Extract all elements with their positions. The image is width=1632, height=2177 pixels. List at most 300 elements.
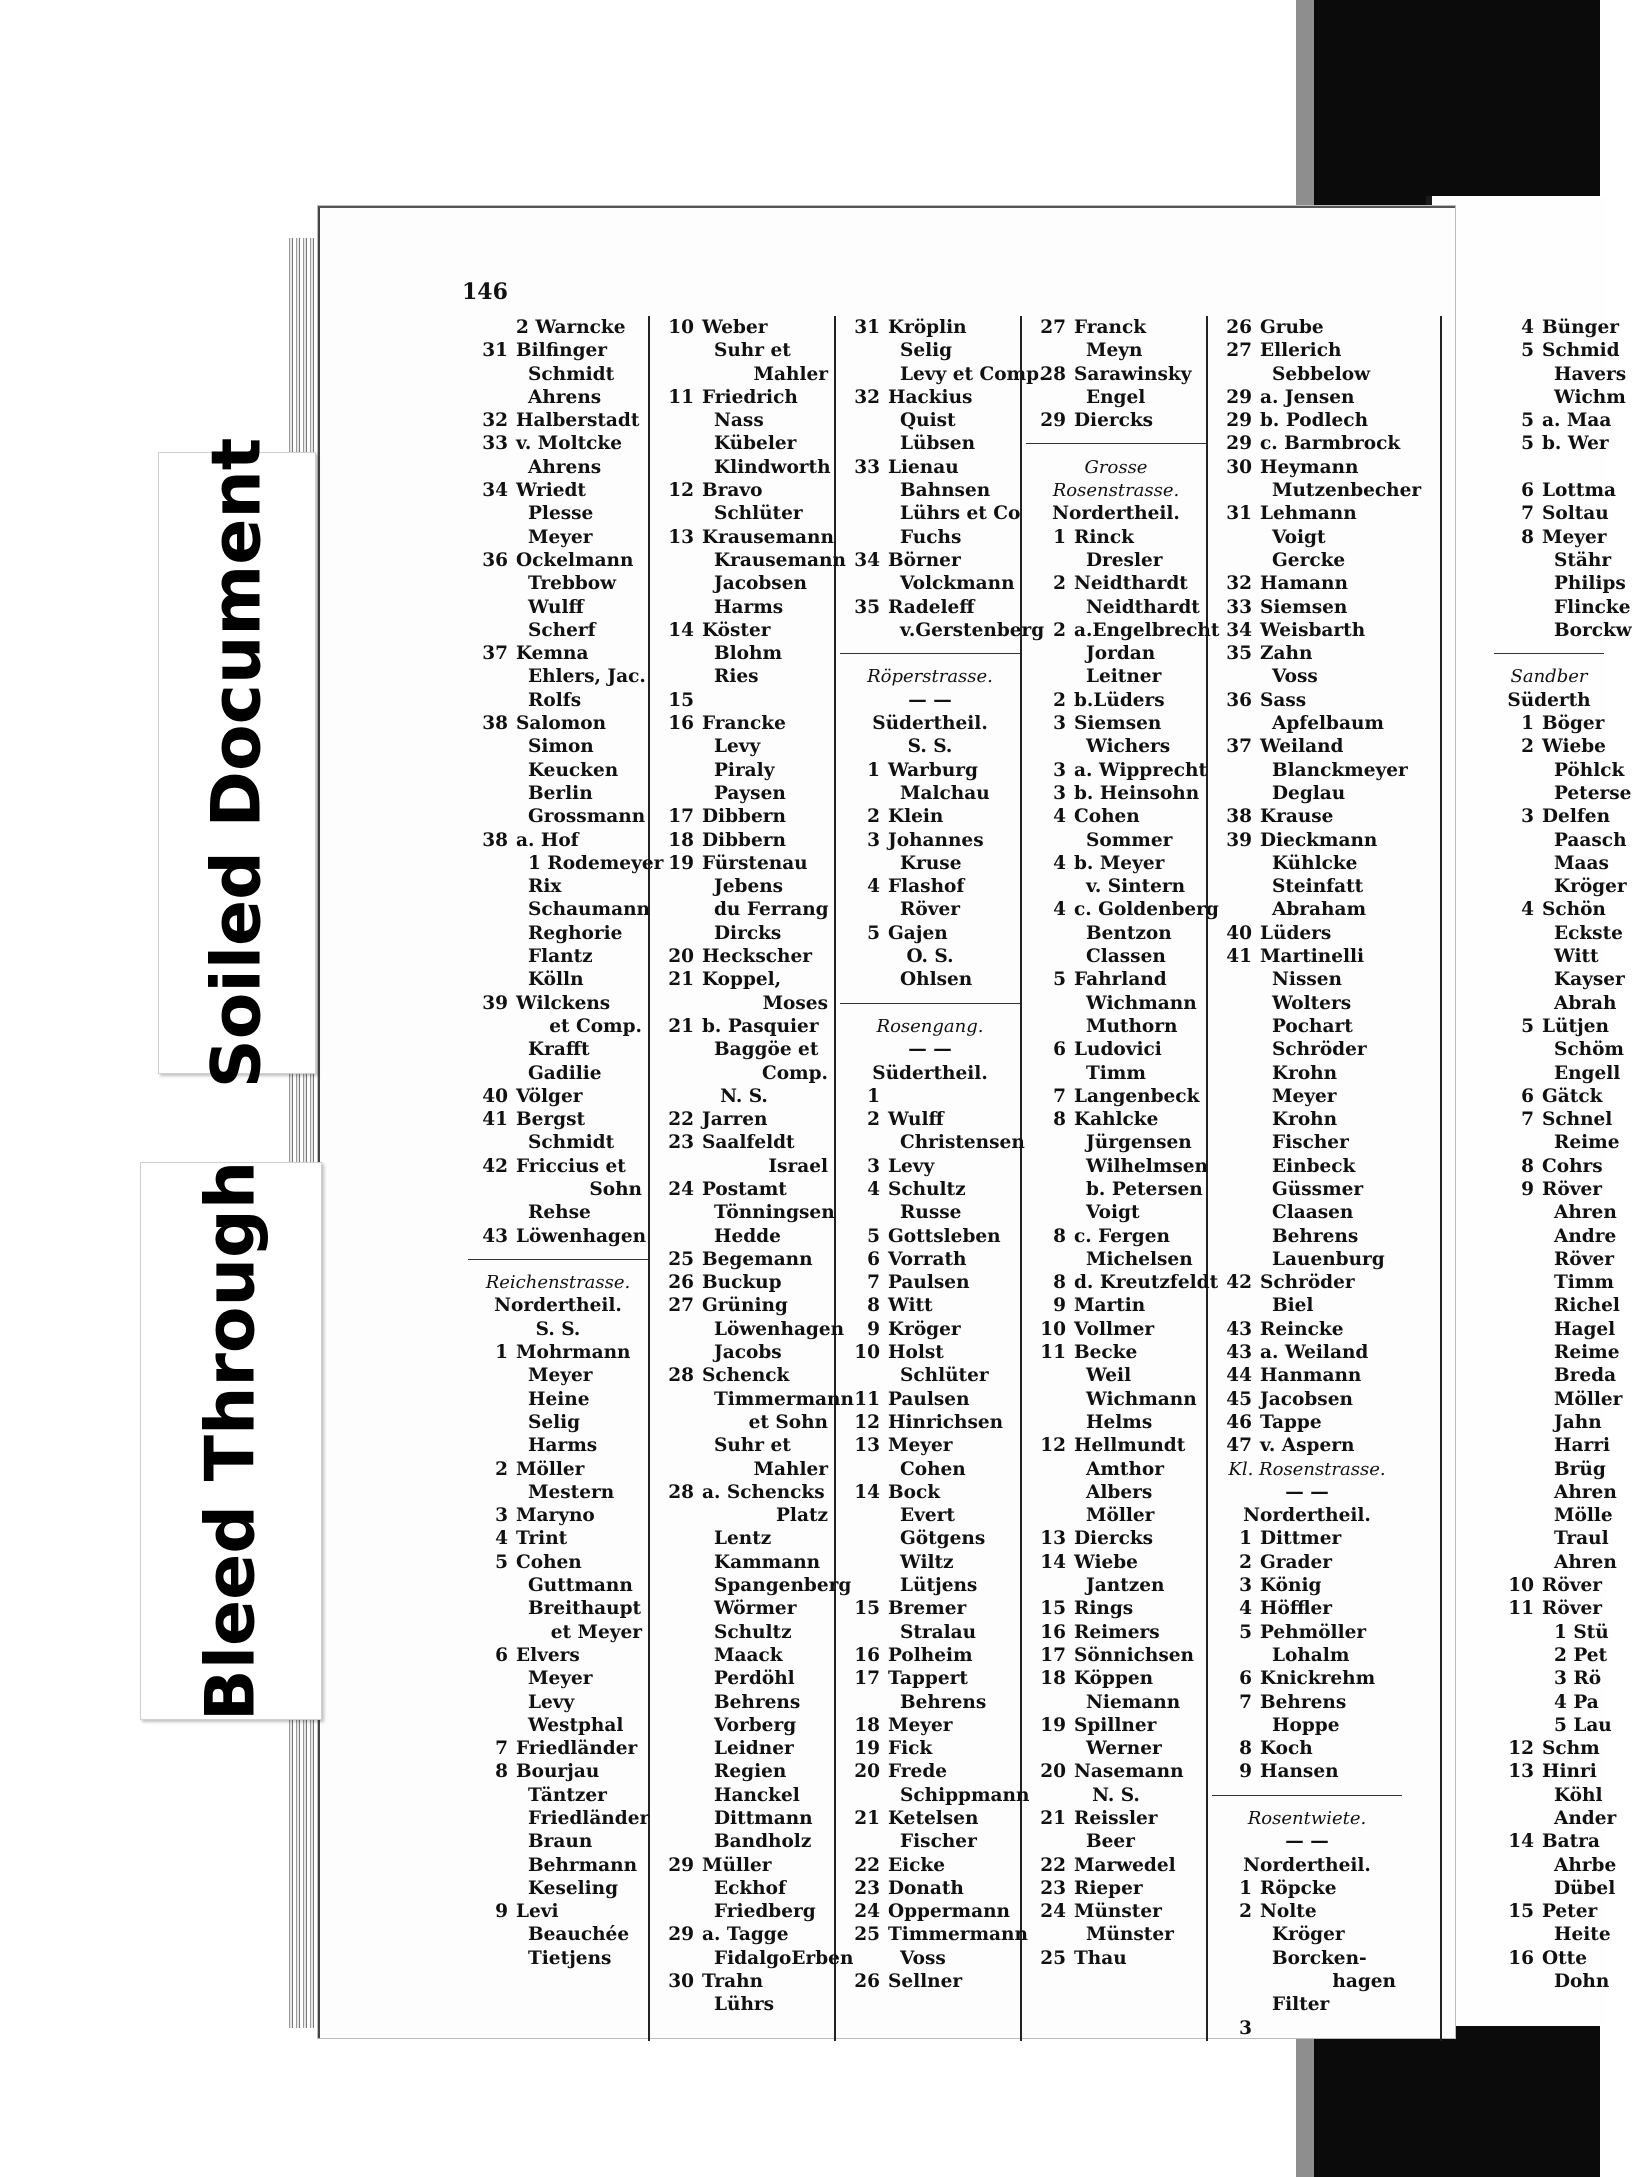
- house-number: 28: [668, 1481, 694, 1503]
- section-rule: [468, 1248, 648, 1271]
- resident-name: v. Sintern: [1086, 876, 1186, 898]
- house-number: 7: [1521, 1109, 1534, 1131]
- resident-name: Dohn: [1554, 1971, 1610, 1993]
- directory-entry: [840, 1644, 1020, 1667]
- resident-name: Harms: [714, 596, 784, 618]
- directory-entry: [1212, 386, 1402, 409]
- house-number: 33: [1226, 596, 1252, 618]
- section-label: S. S.: [907, 736, 953, 758]
- directory-entry: [468, 1947, 648, 1970]
- directory-entry: [1494, 1062, 1621, 1085]
- directory-entry: [840, 1830, 1020, 1853]
- directory-entry: [654, 1504, 834, 1527]
- directory-entry: [654, 922, 834, 945]
- directory-entry: [468, 479, 648, 502]
- directory-entry: [1494, 596, 1631, 619]
- house-number: 11: [1508, 1598, 1534, 1620]
- resident-name: Volckmann: [900, 573, 1015, 595]
- house-number: 24: [854, 1901, 880, 1923]
- resident-name: a. Jensen: [1260, 386, 1355, 408]
- house-number: 15: [1040, 1598, 1066, 1620]
- house-number: 17: [1040, 1644, 1066, 1666]
- directory-entry: [1212, 596, 1402, 619]
- directory-entry: [840, 805, 1020, 828]
- directory-entry: [468, 782, 648, 805]
- resident-name: Knickrehm: [1260, 1668, 1376, 1690]
- resident-name: Leidner: [714, 1738, 794, 1760]
- resident-name: Ockelmann: [516, 549, 634, 571]
- resident-name: Lauenburg: [1272, 1248, 1385, 1270]
- house-number: 40: [482, 1085, 508, 1107]
- directory-entry: [1494, 1341, 1620, 1364]
- section-rule: [1026, 432, 1206, 455]
- section-rule: [840, 992, 1020, 1015]
- street-name: Reichenstrasse.: [485, 1272, 631, 1294]
- house-number: 29: [1226, 410, 1252, 432]
- directory-entry: [840, 339, 1020, 362]
- house-number: 4: [1521, 317, 1534, 338]
- house-number: 21: [668, 969, 694, 991]
- resident-name: Bünger: [1542, 317, 1619, 338]
- resident-name: Dittmann: [714, 1808, 813, 1829]
- house-number: 2: [1053, 573, 1066, 595]
- house-number: 29: [668, 1854, 694, 1876]
- resident-name: Levy: [528, 1691, 575, 1713]
- directory-entry: [1494, 1038, 1624, 1061]
- directory-entry: [840, 1131, 1025, 1154]
- resident-name: Krohn: [1272, 1109, 1338, 1131]
- directory-entry: [654, 386, 834, 409]
- resident-name: Peterse: [1554, 782, 1632, 804]
- resident-name: Biel: [1272, 1295, 1314, 1317]
- house-number: 13: [1508, 1761, 1534, 1783]
- directory-entry: [1212, 1597, 1402, 1620]
- resident-name: Münster: [1086, 1924, 1174, 1946]
- directory-entry: [1026, 1597, 1206, 1620]
- directory-entry: [1494, 619, 1632, 642]
- directory-entry: [1026, 1364, 1206, 1387]
- resident-name: Philips: [1554, 573, 1626, 595]
- resident-name: Lienau: [888, 456, 959, 478]
- directory-entry: [1494, 526, 1607, 549]
- directory-entry: [654, 759, 834, 782]
- directory-entry: [468, 1854, 648, 1877]
- directory-entry: [654, 642, 834, 665]
- directory-entry: [840, 1318, 1020, 1341]
- resident-name: Wiebe: [1542, 736, 1606, 758]
- directory-entry: [468, 1341, 648, 1364]
- page-number: 146: [462, 279, 508, 305]
- resident-name: Cohen: [1074, 806, 1140, 828]
- directory-entry: [1026, 1947, 1206, 1970]
- house-number: 36: [482, 549, 508, 571]
- resident-name: Franck: [1074, 317, 1147, 338]
- directory-entry: [468, 1062, 648, 1085]
- directory-entry: [1212, 1737, 1402, 1760]
- house-number: 46: [1226, 1411, 1252, 1433]
- directory-entry: [840, 1504, 1020, 1527]
- directory-entry: [468, 922, 648, 945]
- directory-entry: [654, 1807, 834, 1830]
- resident-name: Möller: [1554, 1388, 1623, 1410]
- house-number: 35: [1226, 643, 1252, 665]
- directory-entry: [1494, 1621, 1609, 1644]
- directory-entry: [1212, 1691, 1402, 1714]
- directory-entry: [654, 712, 834, 735]
- resident-name: Diercks: [1074, 410, 1154, 432]
- directory-entry: [1026, 409, 1206, 432]
- bleed-through-text: Bleed Through: [191, 1160, 271, 1722]
- resident-name: Hackius: [888, 386, 973, 408]
- house-number: 25: [668, 1248, 694, 1270]
- house-number: 10: [1040, 1318, 1066, 1340]
- directory-entry: [1212, 549, 1402, 572]
- resident-name: Havers: [1554, 363, 1627, 385]
- house-number: 14: [1040, 1551, 1066, 1573]
- resident-name: Reime: [1554, 1342, 1620, 1364]
- house-number: 34: [1226, 619, 1252, 641]
- resident-name: Traul: [1554, 1528, 1609, 1550]
- resident-name: b.Lüders: [1074, 689, 1165, 711]
- resident-name: Möller: [516, 1458, 585, 1480]
- horizontal-rule: [1026, 443, 1206, 444]
- street-name: Rosentwiete.: [1247, 1808, 1367, 1829]
- resident-name: Röver: [1554, 1248, 1614, 1270]
- resident-name: Bentzon: [1086, 922, 1172, 944]
- house-number: 10: [668, 317, 694, 338]
- resident-name: Harms: [528, 1435, 598, 1457]
- directory-entry: [468, 1644, 648, 1667]
- resident-name: Ahren: [1554, 1481, 1617, 1503]
- directory-entry: [1212, 1015, 1402, 1038]
- directory-entry: [654, 572, 834, 595]
- directory-entry: [468, 316, 648, 339]
- directory-entry: [1026, 596, 1206, 619]
- house-number: 5: [1521, 1015, 1534, 1037]
- house-number: 2: [1053, 689, 1066, 711]
- directory-entry: [840, 1597, 1020, 1620]
- directory-entry: [1026, 1481, 1206, 1504]
- resident-name: Wolters: [1272, 992, 1352, 1014]
- directory-entry: [1026, 829, 1206, 852]
- directory-entry: [840, 619, 1045, 642]
- directory-entry: [1026, 1900, 1206, 1923]
- house-number: 29: [1226, 386, 1252, 408]
- resident-name: Ander: [1554, 1808, 1617, 1829]
- directory-column-3: [840, 316, 1046, 2041]
- directory-entry: [1212, 1318, 1402, 1341]
- directory-entry: [1212, 479, 1422, 502]
- section-rule: [1212, 1784, 1402, 1807]
- section-rule: [1494, 642, 1604, 665]
- section-label: Nordertheil.: [1243, 1505, 1371, 1527]
- directory-entry: [1026, 363, 1206, 386]
- directory-entry: [840, 409, 1020, 432]
- directory-entry: [840, 1784, 1030, 1807]
- resident-name: Voigt: [1086, 1202, 1140, 1224]
- directory-entry: [654, 1434, 834, 1457]
- resident-name: Suhr et: [714, 340, 791, 362]
- resident-name: Diercks: [1074, 1528, 1154, 1550]
- street-heading: [1212, 1807, 1402, 1830]
- resident-name: Lührs et Co: [900, 503, 1021, 525]
- directory-entry: [1212, 992, 1402, 1015]
- resident-name: Heine: [528, 1388, 590, 1410]
- section-label: Nordertheil.: [1052, 503, 1180, 525]
- directory-entry: [1494, 805, 1611, 828]
- house-number: 4: [867, 1178, 880, 1200]
- directory-entry: [654, 1830, 834, 1853]
- house-number: 5: [1239, 1621, 1252, 1643]
- house-number: 6: [1053, 1039, 1066, 1061]
- directory-entry: [840, 1714, 1020, 1737]
- resident-name: Hoppe: [1272, 1714, 1340, 1736]
- resident-name: Engel: [1086, 386, 1146, 408]
- house-number: 1: [1239, 1528, 1252, 1550]
- directory-entry: [1494, 1947, 1604, 1970]
- directory-entry: [1026, 386, 1206, 409]
- house-number: 20: [854, 1761, 880, 1783]
- house-number: 8: [1521, 526, 1534, 548]
- resident-name: Plesse: [528, 503, 594, 525]
- house-number: 31: [482, 340, 508, 362]
- directory-entry: [840, 782, 1020, 805]
- resident-name: Köhl: [1554, 1784, 1603, 1806]
- directory-entry: [840, 1155, 1020, 1178]
- resident-name: du Ferrang: [714, 899, 829, 921]
- resident-name: Cohen: [900, 1458, 966, 1480]
- directory-entry: [468, 829, 648, 852]
- house-number: 41: [1226, 946, 1252, 968]
- directory-entry: [1026, 1225, 1206, 1248]
- directory-entry: [468, 549, 648, 572]
- directory-entry: [468, 432, 648, 455]
- resident-name: Grossmann: [528, 806, 646, 828]
- resident-name: Frede: [888, 1761, 948, 1783]
- house-number: 4: [495, 1528, 508, 1550]
- street-name: Sandber: [1510, 666, 1588, 688]
- resident-name: Wilckens: [516, 992, 611, 1014]
- section-label: O. S.: [906, 946, 954, 968]
- directory-entry: [654, 1364, 834, 1387]
- resident-name: v. Moltcke: [516, 433, 623, 455]
- house-number: 5: [495, 1551, 508, 1573]
- directory-entry: [840, 432, 1020, 455]
- street-name: Rosenstrasse.: [1052, 480, 1180, 502]
- directory-entry: [654, 1574, 852, 1597]
- resident-name: Schröder: [1260, 1272, 1355, 1294]
- resident-name: 4 Pa: [1554, 1691, 1599, 1713]
- house-number: 11: [854, 1388, 880, 1410]
- resident-name: Borckw: [1554, 619, 1632, 641]
- resident-name: Maas: [1554, 852, 1609, 874]
- directory-entry: [840, 1178, 1020, 1201]
- resident-name: Blanckmeyer: [1272, 759, 1408, 781]
- street-heading: [840, 665, 1020, 688]
- house-number: 40: [1226, 922, 1252, 944]
- directory-entry: [1212, 526, 1402, 549]
- resident-name: Güssmer: [1272, 1178, 1364, 1200]
- resident-name: b. Meyer: [1074, 852, 1165, 874]
- resident-name: Koppel,: [702, 969, 782, 991]
- resident-name: Ludovici: [1074, 1039, 1162, 1061]
- directory-entry: [654, 549, 846, 572]
- house-number: 7: [867, 1272, 880, 1294]
- resident-name: Engell: [1554, 1062, 1621, 1084]
- directory-entry: [1494, 1760, 1604, 1783]
- resident-name: Grader: [1260, 1551, 1332, 1573]
- directory-entry: [654, 432, 834, 455]
- resident-name: Kahlcke: [1074, 1109, 1159, 1131]
- directory-entry: [840, 1760, 1020, 1783]
- directory-entry: [1494, 432, 1609, 455]
- directory-entry: [654, 1644, 834, 1667]
- directory-entry: [1026, 1458, 1206, 1481]
- house-number: 4: [1239, 1598, 1252, 1620]
- resident-name: Köppen: [1074, 1668, 1154, 1690]
- directory-entry: [1494, 1574, 1604, 1597]
- resident-name: Röver: [1542, 1575, 1602, 1597]
- directory-entry: [840, 1225, 1020, 1248]
- facing-page-column: [1494, 316, 1632, 2041]
- resident-name: Vollmer: [1074, 1318, 1155, 1340]
- directory-entry: [840, 1947, 1020, 1970]
- directory-entry: [840, 479, 1020, 502]
- house-number: 25: [1040, 1947, 1066, 1969]
- house-number: 9: [867, 1318, 880, 1340]
- resident-name: Bilfinger: [516, 340, 608, 362]
- directory-entry: [468, 1597, 648, 1620]
- resident-name: Helms: [1086, 1411, 1153, 1433]
- directory-entry: [1212, 1900, 1402, 1923]
- resident-name: Albers: [1086, 1481, 1153, 1503]
- house-number: 26: [668, 1272, 694, 1294]
- resident-name: Lütjen: [1542, 1015, 1609, 1037]
- directory-entry: [1212, 1877, 1402, 1900]
- resident-name: Meyer: [528, 1668, 593, 1690]
- resident-name: Andre: [1554, 1225, 1617, 1247]
- directory-entry: [1212, 1644, 1402, 1667]
- street-name: Kl. Rosenstrasse.: [1228, 1458, 1386, 1480]
- horizontal-rule: [468, 1259, 648, 1260]
- resident-name: Wulff: [888, 1109, 944, 1131]
- resident-name: Bandholz: [714, 1831, 812, 1853]
- house-number: 38: [482, 713, 508, 735]
- directory-entry: [468, 1458, 648, 1481]
- directory-entry: [654, 339, 834, 362]
- directory-entry: [468, 1085, 648, 1108]
- resident-name: Ellerich: [1260, 340, 1342, 362]
- directory-entry: [468, 1807, 648, 1830]
- directory-entry: [468, 1621, 648, 1644]
- resident-name: Reghorie: [528, 922, 623, 944]
- resident-name: Fuchs: [900, 526, 962, 548]
- directory-entry: [468, 1923, 648, 1946]
- resident-name: Radeleff: [888, 596, 975, 618]
- directory-entry: [1494, 549, 1612, 572]
- house-number: 22: [854, 1854, 880, 1876]
- section-label: Nordertheil.: [1243, 1854, 1371, 1876]
- resident-name: Vorrath: [888, 1248, 967, 1270]
- section-subheading: [840, 945, 1020, 968]
- resident-name: Wilhelmsen: [1086, 1155, 1208, 1177]
- resident-name: Friedberg: [714, 1901, 816, 1923]
- directory-entry: [1026, 1551, 1206, 1574]
- directory-entry: [1212, 1085, 1402, 1108]
- resident-name: Fahrland: [1074, 969, 1167, 991]
- house-number: 4: [1053, 899, 1066, 921]
- column-divider: [1020, 316, 1022, 2041]
- directory-entry: [840, 1667, 1020, 1690]
- house-number: 16: [1508, 1947, 1534, 1969]
- resident-name: Fürstenau: [702, 852, 808, 874]
- resident-name: Michelsen: [1086, 1248, 1193, 1270]
- resident-name: Bourjau: [516, 1761, 600, 1783]
- directory-entry: [1494, 782, 1632, 805]
- directory-entry: [1494, 1178, 1604, 1201]
- house-number: 33: [482, 433, 508, 455]
- directory-entry: [468, 1411, 648, 1434]
- directory-entry: [840, 1854, 1020, 1877]
- resident-name: Meyer: [1542, 526, 1607, 548]
- house-number: 4: [867, 876, 880, 898]
- resident-name: Paasch: [1554, 829, 1627, 851]
- directory-entry: [468, 852, 664, 875]
- resident-name: Ketelsen: [888, 1808, 979, 1829]
- house-number: 22: [1040, 1854, 1066, 1876]
- house-number: 5: [1521, 340, 1534, 362]
- directory-entry: [1026, 1388, 1206, 1411]
- directory-entry: [654, 1714, 834, 1737]
- section-subheading: [840, 1038, 1020, 1061]
- resident-name: Braun: [528, 1831, 593, 1853]
- directory-entry: [468, 1691, 648, 1714]
- resident-name: Stähr: [1554, 549, 1612, 571]
- resident-name: Mahler: [753, 363, 828, 385]
- resident-name: Levy: [714, 736, 761, 758]
- resident-name: Gottsleben: [888, 1225, 1001, 1247]
- street-heading: [840, 1015, 1020, 1038]
- resident-name: Hanckel: [714, 1784, 800, 1806]
- directory-entry: [654, 596, 834, 619]
- resident-name: a. Weiland: [1260, 1342, 1369, 1364]
- directory-entry: [1026, 1667, 1206, 1690]
- directory-entry: [840, 1621, 1020, 1644]
- house-number: 34: [854, 549, 880, 571]
- resident-name: Jahn: [1554, 1411, 1602, 1433]
- house-number: 8: [1521, 1155, 1534, 1177]
- directory-entry: [1026, 805, 1206, 828]
- resident-name: Breithaupt: [528, 1598, 642, 1620]
- column-divider: [1206, 316, 1208, 2041]
- directory-entry: [468, 1714, 648, 1737]
- directory-entry: [1212, 409, 1402, 432]
- house-number: 28: [1040, 363, 1066, 385]
- directory-entry: [654, 1062, 834, 1085]
- directory-entry: [468, 642, 648, 665]
- resident-name: b. Petersen: [1086, 1178, 1203, 1200]
- directory-entry: [1212, 1038, 1402, 1061]
- section-label: Südertheil.: [872, 713, 988, 735]
- directory-entry: [1494, 1015, 1609, 1038]
- directory-entry: [1212, 2017, 1402, 2040]
- horizontal-rule: [840, 653, 1020, 654]
- resident-name: Behrens: [900, 1691, 987, 1713]
- resident-name: Behrens: [714, 1691, 801, 1713]
- resident-name: Bravo: [702, 480, 763, 502]
- resident-name: Röver: [900, 899, 960, 921]
- directory-entry: [1026, 1085, 1206, 1108]
